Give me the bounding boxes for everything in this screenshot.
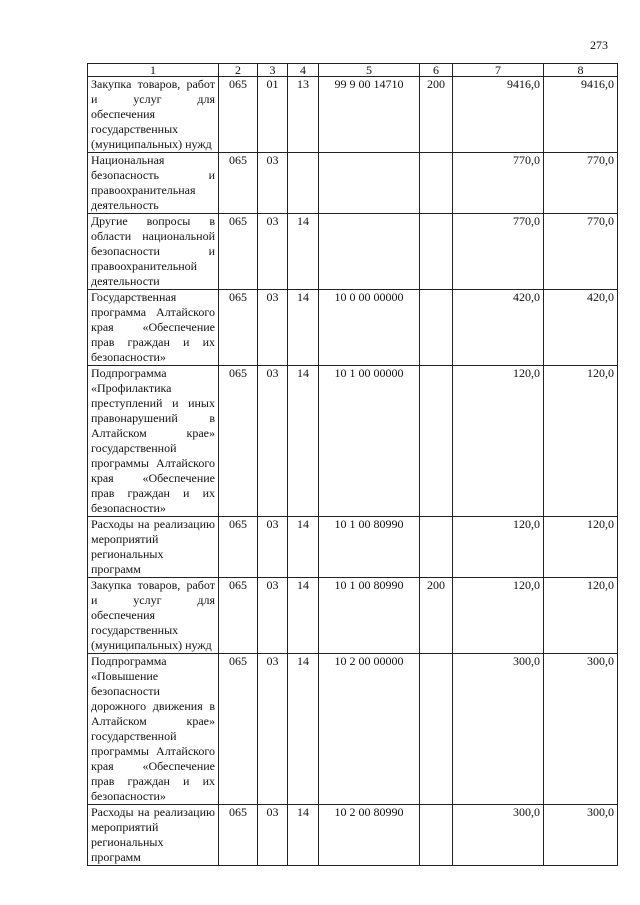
row-sum1: 770,0 bbox=[453, 153, 544, 214]
row-vr bbox=[420, 153, 453, 214]
row-pr: 14 bbox=[288, 214, 319, 290]
row-ved: 065 bbox=[219, 517, 258, 578]
row-name: Национальная безопасность и правоохранительная деятельность bbox=[88, 153, 219, 214]
column-header-6: 6 bbox=[420, 64, 453, 77]
row-cs: 10 2 00 80990 bbox=[319, 805, 420, 866]
row-vr: 200 bbox=[420, 77, 453, 153]
table-header-row bbox=[88, 64, 618, 77]
row-rz: 01 bbox=[258, 77, 288, 153]
row-cs: 10 2 00 00000 bbox=[319, 654, 420, 805]
column-header-1: 1 bbox=[88, 64, 219, 77]
row-vr bbox=[420, 366, 453, 517]
table-row bbox=[88, 153, 618, 214]
table-row bbox=[88, 805, 618, 866]
column-header-2: 2 bbox=[219, 64, 258, 77]
table-row bbox=[88, 578, 618, 654]
row-rz: 03 bbox=[258, 517, 288, 578]
row-pr: 13 bbox=[288, 77, 319, 153]
row-rz: 03 bbox=[258, 654, 288, 805]
row-sum2: 120,0 bbox=[544, 517, 618, 578]
table-row bbox=[88, 517, 618, 578]
row-name: Закупка товаров, работ и услуг для обеспечения государственных (муниципальных) нужд bbox=[88, 77, 219, 153]
row-vr bbox=[420, 654, 453, 805]
budget-table bbox=[87, 63, 618, 866]
table-row bbox=[88, 77, 618, 153]
table-row bbox=[88, 290, 618, 366]
row-rz: 03 bbox=[258, 578, 288, 654]
row-sum2: 770,0 bbox=[544, 214, 618, 290]
column-header-4: 4 bbox=[288, 64, 319, 77]
row-sum1: 300,0 bbox=[453, 805, 544, 866]
row-pr: 14 bbox=[288, 578, 319, 654]
row-ved: 065 bbox=[219, 77, 258, 153]
row-pr: 14 bbox=[288, 805, 319, 866]
row-cs: 10 1 00 00000 bbox=[319, 366, 420, 517]
row-sum1: 120,0 bbox=[453, 517, 544, 578]
row-sum2: 300,0 bbox=[544, 654, 618, 805]
row-sum2: 420,0 bbox=[544, 290, 618, 366]
row-pr: 14 bbox=[288, 366, 319, 517]
row-sum1: 420,0 bbox=[453, 290, 544, 366]
row-ved: 065 bbox=[219, 290, 258, 366]
row-cs: 99 9 00 14710 bbox=[319, 77, 420, 153]
row-rz: 03 bbox=[258, 290, 288, 366]
row-sum2: 300,0 bbox=[544, 805, 618, 866]
row-sum1: 770,0 bbox=[453, 214, 544, 290]
row-cs: 10 0 00 00000 bbox=[319, 290, 420, 366]
row-ved: 065 bbox=[219, 366, 258, 517]
row-name: Расходы на реализацию мероприятий региональных программ bbox=[88, 805, 219, 866]
table-row bbox=[88, 366, 618, 517]
row-sum2: 9416,0 bbox=[544, 77, 618, 153]
column-header-5: 5 bbox=[319, 64, 420, 77]
row-name: Подпрограмма «Повышение безопасности дорожного движения в Алтайском крае» государственной программы Алтайского края «Обеспечение прав граждан и их безопасности» bbox=[88, 654, 219, 805]
row-pr: 14 bbox=[288, 290, 319, 366]
row-pr: 14 bbox=[288, 517, 319, 578]
row-ved: 065 bbox=[219, 153, 258, 214]
row-rz: 03 bbox=[258, 153, 288, 214]
row-ved: 065 bbox=[219, 805, 258, 866]
row-sum2: 120,0 bbox=[544, 578, 618, 654]
row-sum2: 120,0 bbox=[544, 366, 618, 517]
row-vr bbox=[420, 290, 453, 366]
row-sum1: 9416,0 bbox=[453, 77, 544, 153]
table-row bbox=[88, 654, 618, 805]
page-number: 273 bbox=[590, 38, 608, 52]
row-pr: 14 bbox=[288, 654, 319, 805]
column-header-7: 7 bbox=[453, 64, 544, 77]
row-name: Другие вопросы в области национальной безопасности и правоохранительной деятельности bbox=[88, 214, 219, 290]
row-name: Расходы на реализацию мероприятий региональных программ bbox=[88, 517, 219, 578]
row-name: Подпрограмма «Профилактика преступлений и иных правонарушений в Алтайском крае» государственной программы Алтайского края «Обеспечение прав граждан и их безопасности» bbox=[88, 366, 219, 517]
row-ved: 065 bbox=[219, 578, 258, 654]
row-sum1: 300,0 bbox=[453, 654, 544, 805]
row-cs bbox=[319, 153, 420, 214]
row-ved: 065 bbox=[219, 654, 258, 805]
row-rz: 03 bbox=[258, 805, 288, 866]
column-header-3: 3 bbox=[258, 64, 288, 77]
row-sum2: 770,0 bbox=[544, 153, 618, 214]
table-row bbox=[88, 214, 618, 290]
row-vr bbox=[420, 805, 453, 866]
row-cs: 10 1 00 80990 bbox=[319, 578, 420, 654]
row-vr bbox=[420, 214, 453, 290]
row-name: Государственная программа Алтайского края «Обеспечение прав граждан и их безопасности» bbox=[88, 290, 219, 366]
row-sum1: 120,0 bbox=[453, 366, 544, 517]
row-vr: 200 bbox=[420, 578, 453, 654]
row-vr bbox=[420, 517, 453, 578]
row-name: Закупка товаров, работ и услуг для обеспечения государственных (муниципальных) нужд bbox=[88, 578, 219, 654]
row-ved: 065 bbox=[219, 214, 258, 290]
row-cs bbox=[319, 214, 420, 290]
row-rz: 03 bbox=[258, 366, 288, 517]
column-header-8: 8 bbox=[544, 64, 618, 77]
row-pr bbox=[288, 153, 319, 214]
row-cs: 10 1 00 80990 bbox=[319, 517, 420, 578]
row-sum1: 120,0 bbox=[453, 578, 544, 654]
row-rz: 03 bbox=[258, 214, 288, 290]
